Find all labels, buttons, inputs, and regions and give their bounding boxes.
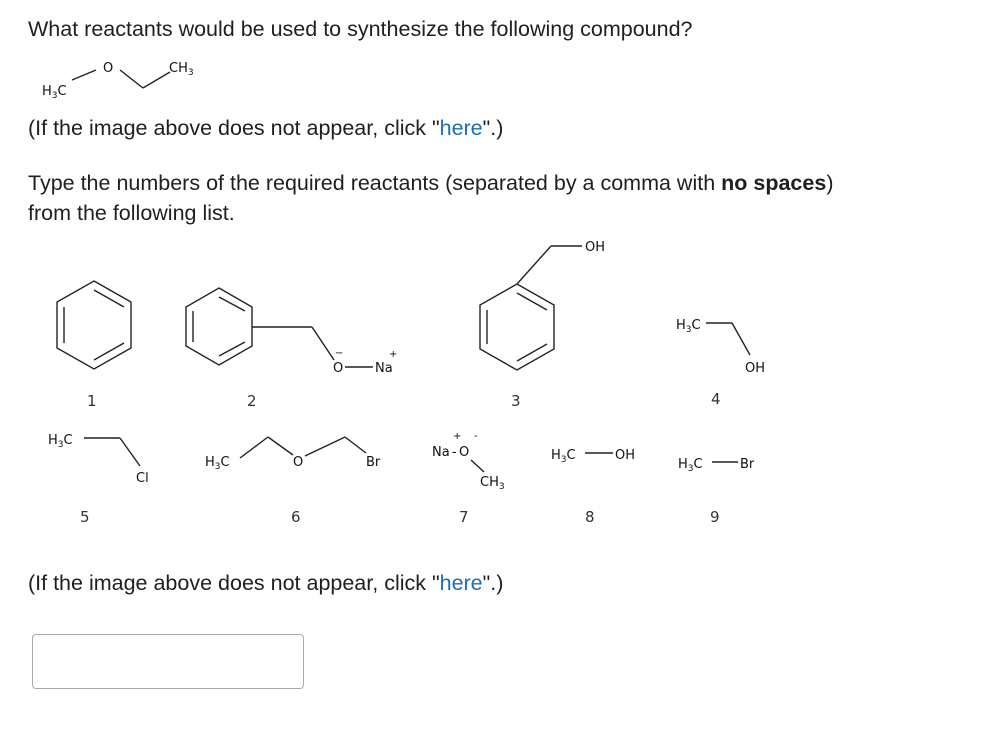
answer-input[interactable] — [32, 634, 304, 689]
here-link-top[interactable]: here — [439, 116, 483, 140]
reactant-7-oxygen: O — [459, 445, 470, 460]
reactant-6-oxygen: O — [293, 455, 304, 470]
reactant-3-number: 3 — [511, 392, 521, 410]
no-spaces-emphasis: no spaces — [721, 171, 827, 195]
reactant-2-structure — [186, 288, 397, 376]
reactant-5-chlorine: Cl — [136, 471, 149, 486]
target-ch3: $CH_3$ — [169, 61, 194, 78]
reactant-2-plus: + — [389, 349, 398, 360]
reactant-8-number: 8 — [585, 508, 595, 526]
reactant-2-sodium: Na — [375, 361, 393, 376]
reactant-7-plus: + — [453, 431, 462, 442]
reactant-2-number: 2 — [247, 392, 257, 410]
reactant-4-structure — [676, 318, 765, 376]
reactant-5-h3c: $H_3C$ — [48, 433, 73, 450]
reactant-7-structure — [432, 431, 505, 492]
reactant-9-bromine: Br — [740, 457, 755, 472]
reactant-9-number: 9 — [710, 508, 720, 526]
reactant-1-number: 1 — [87, 392, 97, 410]
reactant-1-structure — [57, 281, 131, 369]
reactant-8-structure — [551, 448, 635, 465]
reactant-4-hydroxyl: OH — [745, 361, 766, 376]
reactant-3-structure — [480, 240, 605, 370]
reactant-7-ch3: $CH_3$ — [480, 475, 505, 492]
reactant-6-structure — [205, 437, 381, 472]
reactant-7-number: 7 — [459, 508, 469, 526]
reactant-9-structure — [678, 457, 755, 474]
image-notice-top: (If the image above does not appear, click "here".) — [28, 116, 504, 140]
reactant-8-hydroxyl: OH — [615, 448, 636, 463]
reactant-4-h3c: $H_3C$ — [676, 318, 701, 335]
svg-text:-: - — [452, 445, 457, 460]
reactant-2-oxygen: O — [333, 361, 344, 376]
reactant-7-sodium: Na — [432, 445, 450, 460]
question-title: What reactants would be used to synthesize the following compound? — [28, 17, 693, 41]
here-link-bottom[interactable]: here — [439, 571, 483, 595]
reactant-8-h3c: $H_3C$ — [551, 448, 576, 465]
target-oxygen: O — [103, 61, 114, 76]
reactant-2-minus: − — [335, 348, 344, 359]
reactant-6-number: 6 — [291, 508, 301, 526]
reactant-4-number: 4 — [711, 390, 721, 408]
instructions-line-2: from the following list. — [28, 201, 235, 225]
reactant-3-hydroxyl: OH — [585, 240, 606, 255]
target-h3c: $H_3C$ — [42, 84, 67, 101]
reactant-5-structure — [48, 433, 149, 486]
reactant-7-minus: - — [474, 431, 478, 442]
reactant-9-h3c: $H_3C$ — [678, 457, 703, 474]
reactant-5-number: 5 — [80, 508, 90, 526]
reactant-6-h3c: $H_3C$ — [205, 455, 230, 472]
instructions-line-1: Type the numbers of the required reactants (separated by a comma with no spaces) — [28, 171, 834, 195]
image-notice-bottom: (If the image above does not appear, click "here".) — [28, 571, 504, 595]
reactant-6-bromine: Br — [366, 455, 381, 470]
